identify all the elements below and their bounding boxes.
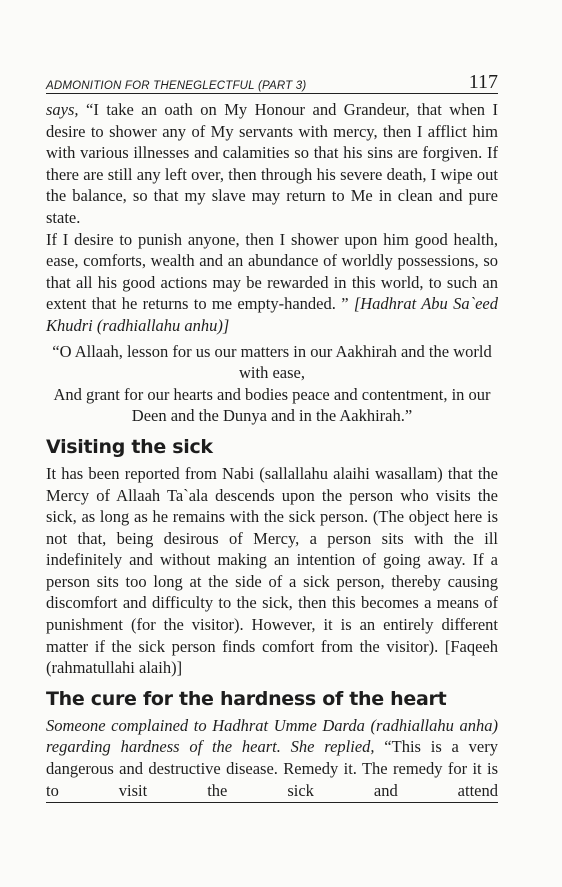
paragraph-oath — [46, 99, 498, 229]
paragraph-punish — [46, 229, 498, 337]
dua-quote — [46, 341, 498, 427]
book-page — [46, 70, 498, 803]
dua-line: “O Allaah, lesson for us our matters in our Aakhirah and the world with ease, — [52, 341, 492, 383]
paragraph-oath-text: “I take an oath on My Honour and Grandeur, that when I desire to shower any of My servants with mercy, then I afflict him with various illnesses and calamities so that his sins are forgiven. If there are still any left over, then through his severe death, I wipe out the balance, so that my slave may return to Me in clean and pure state. — [46, 100, 498, 227]
attribution: [Hadhrat Abu Sa`eed Khudri (radhiallahu anhu)] — [46, 294, 498, 335]
running-head: ADMONITION FOR THENEGLECTFUL (PART 3) — [46, 80, 307, 92]
footer-rule — [46, 802, 498, 803]
section-heading-hardness-heart: The cure for the hardness of the heart — [46, 687, 447, 710]
paragraph-italic-intro: Someone complained to Hadhrat Umme Darda (radhiallahu anha) regarding hardness of the heart. She replied, — [46, 715, 498, 757]
dua-line: And grant for our hearts and bodies peace and contentment, in our Deen and the Dunya and in the Aakhirah.” — [53, 384, 491, 426]
page-number: 117 — [468, 71, 498, 93]
page-header — [46, 70, 498, 94]
paragraph-hardness-text: “This is a very dangerous and destructive disease. Remedy it. The remedy for it is to visit the sick and attend — [46, 737, 498, 800]
paragraph-hardness-heart — [46, 715, 498, 801]
paragraph-punish-text: If I desire to punish anyone, then I shower upon him good health, ease, comforts, wealth and an abundance of worldly possessions, so that all his good actions may be rewarded in this world, to such an extent that he returns to me empty-handed. ” — [46, 229, 498, 314]
section-heading-visiting-sick: Visiting the sick — [46, 435, 213, 458]
paragraph-visiting-sick: It has been reported from Nabi (sallallahu alaihi wasallam) that the Mercy of Allaah Ta`ala descends upon the person who visits the sick, as long as he remains with the sick person. (The object here is not that, being desirous of Mercy, a person sits with the ill indefinitely and without making an intention of going away. If a person sits too long at the side of a sick person, thereby causing discomfort and difficulty to the sick, then this becomes a means of punishment (for the visitor). However, it is an entirely different matter if the sick person finds comfort from the visitor). [Faqeeh (rahmatullahi alaih)] — [46, 463, 498, 678]
paragraph-lead: says, — [46, 100, 79, 119]
